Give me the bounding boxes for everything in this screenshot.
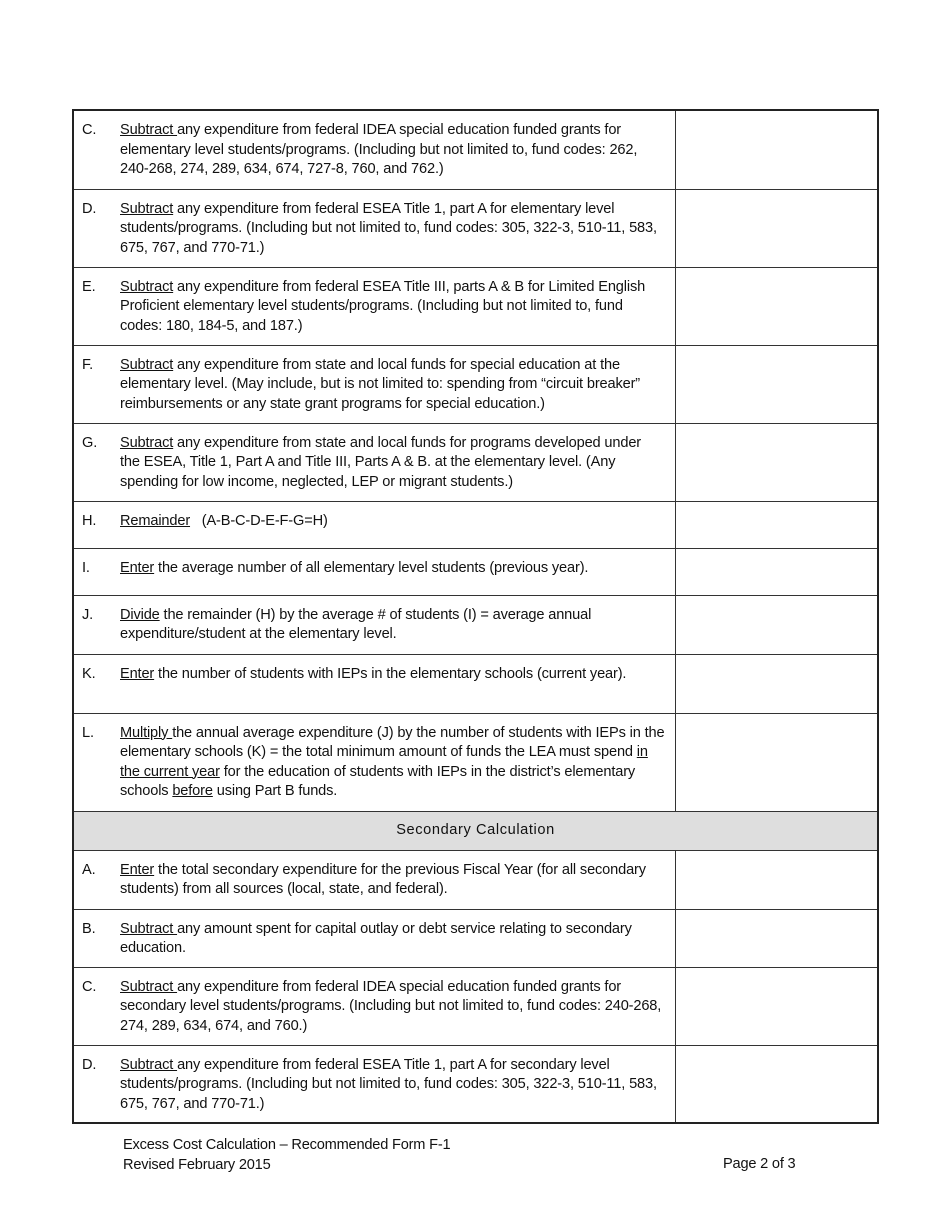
table-row [73, 713, 878, 811]
item-letter: J. [82, 606, 94, 623]
amount-field[interactable] [675, 189, 878, 267]
row-description [73, 189, 675, 267]
item-verb: Divide [120, 606, 160, 623]
item-letter: C. [82, 122, 97, 138]
amount-field[interactable] [675, 423, 878, 501]
table-row [73, 595, 878, 654]
table-row [73, 110, 878, 189]
amount-field[interactable] [675, 110, 878, 189]
item-letter: E. [82, 278, 96, 295]
item-letter: F. [82, 356, 94, 373]
item-text: any expenditure from state and local funds for programs developed under the ESEA, Title 1, Part A and Title III, Parts A & B. at the elementary level. (Any spending for low income, neglected, LEP or migrant students.) [120, 434, 641, 490]
item-verb: Multiply [120, 724, 173, 741]
item-text: any amount spent for capital outlay or debt service relating to secondary education. [120, 920, 632, 956]
item-letter: L. [82, 724, 94, 741]
row-description [73, 548, 675, 595]
amount-field[interactable] [675, 654, 878, 713]
amount-field[interactable] [675, 267, 878, 345]
item-text: any expenditure from federal IDEA special education funded grants for secondary level students/programs. (Including but not limited to, fund codes: 240-268, 274, 289, 634, 674, and 760.) [120, 978, 662, 1034]
item-letter: C. [82, 978, 97, 995]
row-description [73, 595, 675, 654]
table-row [73, 345, 878, 423]
item-letter: D. [82, 1056, 97, 1073]
item-text: (A-B-C-D-E-F-G=H) [190, 512, 328, 529]
row-description [73, 345, 675, 423]
amount-field[interactable] [675, 548, 878, 595]
item-verb: Remainder [120, 512, 191, 529]
amount-field[interactable] [675, 1045, 878, 1123]
table-row [73, 423, 878, 501]
item-letter: A. [82, 861, 96, 878]
table-row [73, 909, 878, 967]
item-text: the number of students with IEPs in the elementary schools (current year). [154, 665, 627, 682]
revision-date: Revised February 2015 [123, 1156, 271, 1173]
item-text: for the education of students with IEPs in the district’s elementary schools [120, 763, 636, 799]
row-description [73, 967, 675, 1045]
row-description [73, 713, 675, 811]
amount-field[interactable] [675, 909, 878, 967]
item-text: the annual average expenditure (J) by the number of students with IEPs in the elementary schools (K) = the total minimum amount of funds the LEA must spend [120, 724, 665, 760]
row-description [73, 267, 675, 345]
item-text: the average number of all elementary level students (previous year). [154, 559, 589, 576]
item-text: any expenditure from federal IDEA special education funded grants for elementary level students/programs. (Including but not limited to, fund codes: 262, 240-268, 274, 289, 634, 674, 727-8, 760, and 762.) [120, 122, 638, 177]
amount-field[interactable] [675, 595, 878, 654]
amount-field[interactable] [675, 850, 878, 909]
amount-field[interactable] [675, 967, 878, 1045]
item-verb: Subtract [120, 978, 178, 995]
item-letter: D. [82, 200, 97, 217]
row-description [73, 850, 675, 909]
item-verb: Subtract [120, 356, 174, 373]
amount-field[interactable] [675, 713, 878, 811]
item-verb: Subtract [120, 200, 174, 217]
row-description [73, 423, 675, 501]
table-row [73, 548, 878, 595]
table-row [73, 267, 878, 345]
page-number: Page 2 of 3 [723, 1156, 796, 1172]
row-description [73, 501, 675, 548]
table-row [73, 654, 878, 713]
page-footer [123, 1136, 450, 1175]
form-name: Excess Cost Calculation – Recommended Form F-1 [123, 1137, 451, 1153]
item-text: the remainder (H) by the average # of students (I) = average annual expenditure/student at the elementary level. [120, 606, 592, 642]
item-verb: Enter [120, 665, 155, 682]
row-description [73, 110, 675, 189]
calculation-table [72, 109, 879, 1124]
table-row [73, 967, 878, 1045]
item-text: any expenditure from federal ESEA Title III, parts A & B for Limited English Proficient elementary level students/programs. (Including but not limited to, fund codes: 180, 184-5, and 187.) [120, 278, 646, 334]
table-row [73, 189, 878, 267]
item-text: any expenditure from federal ESEA Title 1, part A for elementary level students/programs. (Including but not limited to, fund codes: 305, 322-3, 510-11, 583, 675, 767, and 770-71.) [120, 200, 657, 256]
row-description [73, 654, 675, 713]
section-heading: Secondary Calculation [73, 811, 878, 850]
item-verb: Subtract [120, 278, 174, 295]
table-row [73, 850, 878, 909]
item-verb: Enter [120, 861, 155, 878]
item-text: any expenditure from federal ESEA Title 1, part A for secondary level students/programs. (Including but not limited to, fund codes: 305, 322-3, 510-11, 583, 675, 767, and 770-71.) [120, 1056, 657, 1112]
table-row [73, 1045, 878, 1123]
item-text: any expenditure from state and local funds for special education at the elementary level. (May include, but is not limited to: spending from “circuit breaker” reimbursements or any state grant programs for special education.) [120, 356, 640, 412]
item-verb: Subtract [120, 920, 178, 937]
item-verb: Subtract [120, 122, 178, 138]
item-letter: G. [82, 434, 98, 451]
item-verb: Subtract [120, 1056, 178, 1073]
amount-field[interactable] [675, 345, 878, 423]
item-letter: H. [82, 512, 97, 529]
emphasis-text: before [172, 783, 213, 799]
item-verb: Subtract [120, 434, 174, 451]
row-description [73, 909, 675, 967]
table-row [73, 501, 878, 548]
emphasis-text: in the current year [120, 744, 648, 780]
amount-field[interactable] [675, 501, 878, 548]
item-letter: K. [82, 665, 96, 682]
item-text: using Part B funds. [212, 783, 338, 799]
item-text: the total secondary expenditure for the previous Fiscal Year (for all secondary students) from all sources (local, state, and federal). [120, 861, 646, 897]
item-letter: B. [82, 920, 96, 937]
item-verb: Enter [120, 559, 155, 576]
item-letter: I. [82, 559, 90, 576]
section-heading-row [73, 811, 878, 850]
row-description [73, 1045, 675, 1123]
